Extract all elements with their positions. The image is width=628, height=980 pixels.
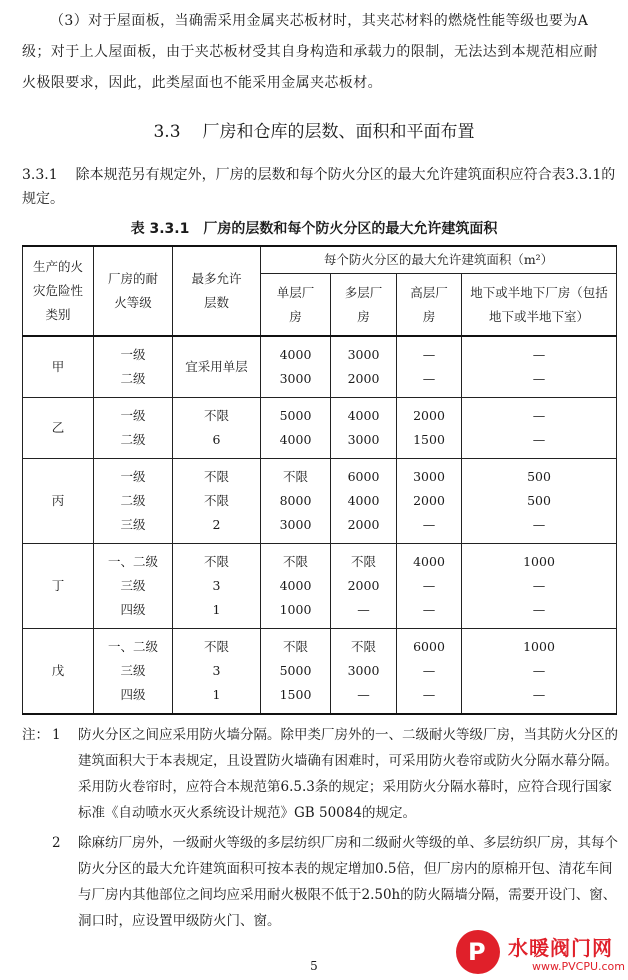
multi-cell: [331, 459, 397, 544]
single-value: 4000: [279, 347, 312, 362]
table-row-group: [23, 336, 617, 398]
multi-value: 2000: [347, 371, 380, 386]
section-heading: [0, 122, 628, 142]
rating-cell: [94, 336, 173, 398]
floors-value: 不限: [203, 408, 229, 423]
table-title: [0, 219, 628, 239]
basement-cell: [462, 629, 617, 715]
single-value: 4000: [279, 432, 312, 447]
single-value: 不限: [282, 469, 308, 484]
header-max-floors: 最多允许层数: [173, 246, 261, 336]
high-value: —: [422, 517, 436, 532]
rating-value: 一级: [120, 408, 146, 423]
rating-value: 一、二级: [107, 639, 158, 654]
floors-value: 6: [212, 432, 221, 447]
basement-value: —: [532, 432, 546, 447]
floors-value: 3: [212, 578, 221, 593]
multi-value: 3000: [347, 663, 380, 678]
header-hazard: 生产的火灾危险性类别: [23, 246, 94, 336]
single-cell: [261, 459, 331, 544]
table-title-text: 厂房的层数和每个防火分区的最大允许建筑面积: [203, 221, 498, 237]
basement-cell: [462, 398, 617, 459]
high-value: 2000: [413, 408, 445, 423]
header-fire-rating: 厂房的耐火等级: [94, 246, 173, 336]
hazard-cell: 戊: [23, 629, 94, 715]
notes-label: 注：: [22, 727, 49, 743]
header-single: 单层厂房: [261, 274, 331, 337]
basement-value: —: [532, 602, 546, 617]
basement-cell: [462, 544, 617, 629]
high-cell: [397, 544, 462, 629]
multi-cell: [331, 544, 397, 629]
rating-value: 四级: [120, 602, 146, 617]
multi-value: 不限: [350, 639, 376, 654]
basement-value: 500: [527, 493, 551, 508]
multi-value: 3000: [347, 347, 380, 362]
single-cell: [261, 544, 331, 629]
high-value: —: [422, 347, 436, 362]
single-cell: [261, 629, 331, 715]
high-value: —: [422, 687, 436, 702]
hazard-cell: 丙: [23, 459, 94, 544]
hazard-cell: 甲: [23, 336, 94, 398]
basement-value: —: [532, 517, 546, 532]
page-number: 5: [310, 959, 318, 973]
rating-value: 二级: [120, 371, 146, 386]
multi-value: 4000: [347, 408, 380, 423]
rating-value: 二级: [120, 493, 146, 508]
single-value: 3000: [279, 517, 312, 532]
high-value: 6000: [413, 639, 445, 654]
header-area-group: 每个防火分区的最大允许建筑面积（m²）: [261, 246, 617, 274]
basement-value: 1000: [523, 639, 555, 654]
high-cell: [397, 398, 462, 459]
header-basement: 地下或半地下厂房（包括地下或半地下室）: [462, 274, 617, 337]
multi-cell: [331, 629, 397, 715]
note-2: [22, 830, 618, 934]
floors-value: 3: [212, 663, 221, 678]
high-value: —: [422, 663, 436, 678]
floors-value: 2: [212, 517, 221, 532]
rating-value: 三级: [120, 578, 146, 593]
single-cell: [261, 336, 331, 398]
hazard-cell: 乙: [23, 398, 94, 459]
basement-value: 500: [527, 469, 551, 484]
single-cell: [261, 398, 331, 459]
rating-value: 二级: [120, 432, 146, 447]
table-row-group: [23, 459, 617, 544]
table-row-group: [23, 629, 617, 715]
clause-3-3-1: [22, 163, 622, 211]
multi-value: 2000: [347, 517, 380, 532]
single-value: 5000: [279, 408, 312, 423]
table-header: [23, 246, 617, 336]
high-value: —: [422, 578, 436, 593]
floors-value: 不限: [203, 639, 229, 654]
rating-value: 一级: [120, 469, 146, 484]
floors-value: 宜采用单层: [185, 359, 248, 374]
basement-value: —: [532, 408, 546, 423]
note-1-text: 防火分区之间应采用防火墙分隔。除甲类厂房外的一、二级耐火等级厂房，当其防火分区的建筑面积大于本表规定，且设置防火墙确有困难时，可采用防火卷帘或防火分隔水幕分隔。采用防火卷帘时，应符合本规范第6.5.3条的规定；采用防火分隔水幕时，应符合现行国家标准《自动喷水灭火系统设计规范》GB 50084的规定。: [78, 727, 618, 821]
rating-cell: [94, 398, 173, 459]
single-value: 1500: [279, 687, 312, 702]
multi-value: 6000: [347, 469, 380, 484]
note-1: [22, 722, 618, 826]
basement-value: —: [532, 347, 546, 362]
single-value: 不限: [282, 554, 308, 569]
floors-cell: [173, 336, 261, 398]
high-value: 3000: [413, 469, 445, 484]
header-multi: 多层厂房: [331, 274, 397, 337]
multi-value: —: [357, 687, 370, 702]
high-value: —: [422, 602, 436, 617]
multi-value: 2000: [347, 578, 380, 593]
rating-value: 三级: [120, 517, 146, 532]
single-value: 不限: [282, 639, 308, 654]
high-cell: [397, 459, 462, 544]
basement-cell: [462, 336, 617, 398]
basement-value: —: [532, 371, 546, 386]
note-2-number: 2: [52, 835, 61, 851]
floors-value: 不限: [203, 469, 229, 484]
section-title: 厂房和仓库的层数、面积和平面布置: [202, 122, 475, 142]
high-value: 1500: [413, 432, 445, 447]
section-number: 3.3: [153, 122, 181, 142]
single-value: 8000: [279, 493, 312, 508]
table-body: [23, 336, 617, 714]
header-high: 高层厂房: [397, 274, 462, 337]
floors-value: 不限: [203, 554, 229, 569]
watermark-logo-icon: P: [456, 930, 500, 974]
floors-value: 不限: [203, 493, 229, 508]
rating-cell: [94, 459, 173, 544]
multi-value: 4000: [347, 493, 380, 508]
rating-cell: [94, 544, 173, 629]
floors-value: 1: [212, 602, 221, 617]
rating-cell: [94, 629, 173, 715]
note-1-number: 1: [52, 727, 61, 743]
clause-number: 3.3.1: [22, 167, 58, 183]
table-row-group: [23, 544, 617, 629]
rating-value: 三级: [120, 663, 146, 678]
high-value: 2000: [413, 493, 445, 508]
basement-cell: [462, 459, 617, 544]
basement-value: 1000: [523, 554, 555, 569]
multi-value: 不限: [350, 554, 376, 569]
multi-value: 3000: [347, 432, 380, 447]
basement-value: —: [532, 663, 546, 678]
high-value: —: [422, 371, 436, 386]
multi-value: —: [357, 602, 370, 617]
floors-cell: [173, 629, 261, 715]
watermark-name: 水暖阀门网: [508, 936, 613, 960]
high-cell: [397, 629, 462, 715]
floors-cell: [173, 459, 261, 544]
multi-cell: [331, 398, 397, 459]
hazard-cell: 丁: [23, 544, 94, 629]
rating-value: 一、二级: [107, 554, 158, 569]
rating-value: 四级: [120, 687, 146, 702]
area-table: [22, 245, 617, 715]
floors-value: 1: [212, 687, 221, 702]
watermark: [452, 926, 628, 980]
high-cell: [397, 336, 462, 398]
clause-text: 除本规范另有规定外，厂房的层数和每个防火分区的最大允许建筑面积应符合表3.3.1的规定。: [22, 167, 616, 207]
table-row-group: [23, 398, 617, 459]
intro-paragraph: （3）对于屋面板，当确需采用金属夹芯板材时，其夹芯材料的燃烧性能等级也要为A级；对于上人屋面板，由于夹芯板材受其自身构造和承载力的限制，无法达到本规范相应耐火极限要求，因此，此类屋面也不能采用金属夹芯板材。: [22, 13, 598, 91]
watermark-url: www.PVCPU.com: [532, 960, 625, 973]
single-value: 4000: [279, 578, 312, 593]
notes: [22, 722, 618, 938]
single-value: 1000: [279, 602, 312, 617]
note-2-text: 除麻纺厂房外，一级耐火等级的多层纺织厂房和二级耐火等级的单、多层纺织厂房，其每个防火分区的最大允许建筑面积可按本表的规定增加0.5倍，但厂房内的原棉开包、清花车间与厂房内其他部位之间均应采用耐火极限不低于2.50h的防火隔墙分隔，需要开设门、窗、洞口时，应设置甲级防火门、窗。: [78, 835, 618, 929]
multi-cell: [331, 336, 397, 398]
basement-value: —: [532, 578, 546, 593]
single-value: 3000: [279, 371, 312, 386]
single-value: 5000: [279, 663, 312, 678]
rating-value: 一级: [120, 347, 146, 362]
floors-cell: [173, 544, 261, 629]
floors-cell: [173, 398, 261, 459]
table-number: 表 3.3.1: [130, 221, 190, 237]
basement-value: —: [532, 687, 546, 702]
high-value: 4000: [413, 554, 445, 569]
